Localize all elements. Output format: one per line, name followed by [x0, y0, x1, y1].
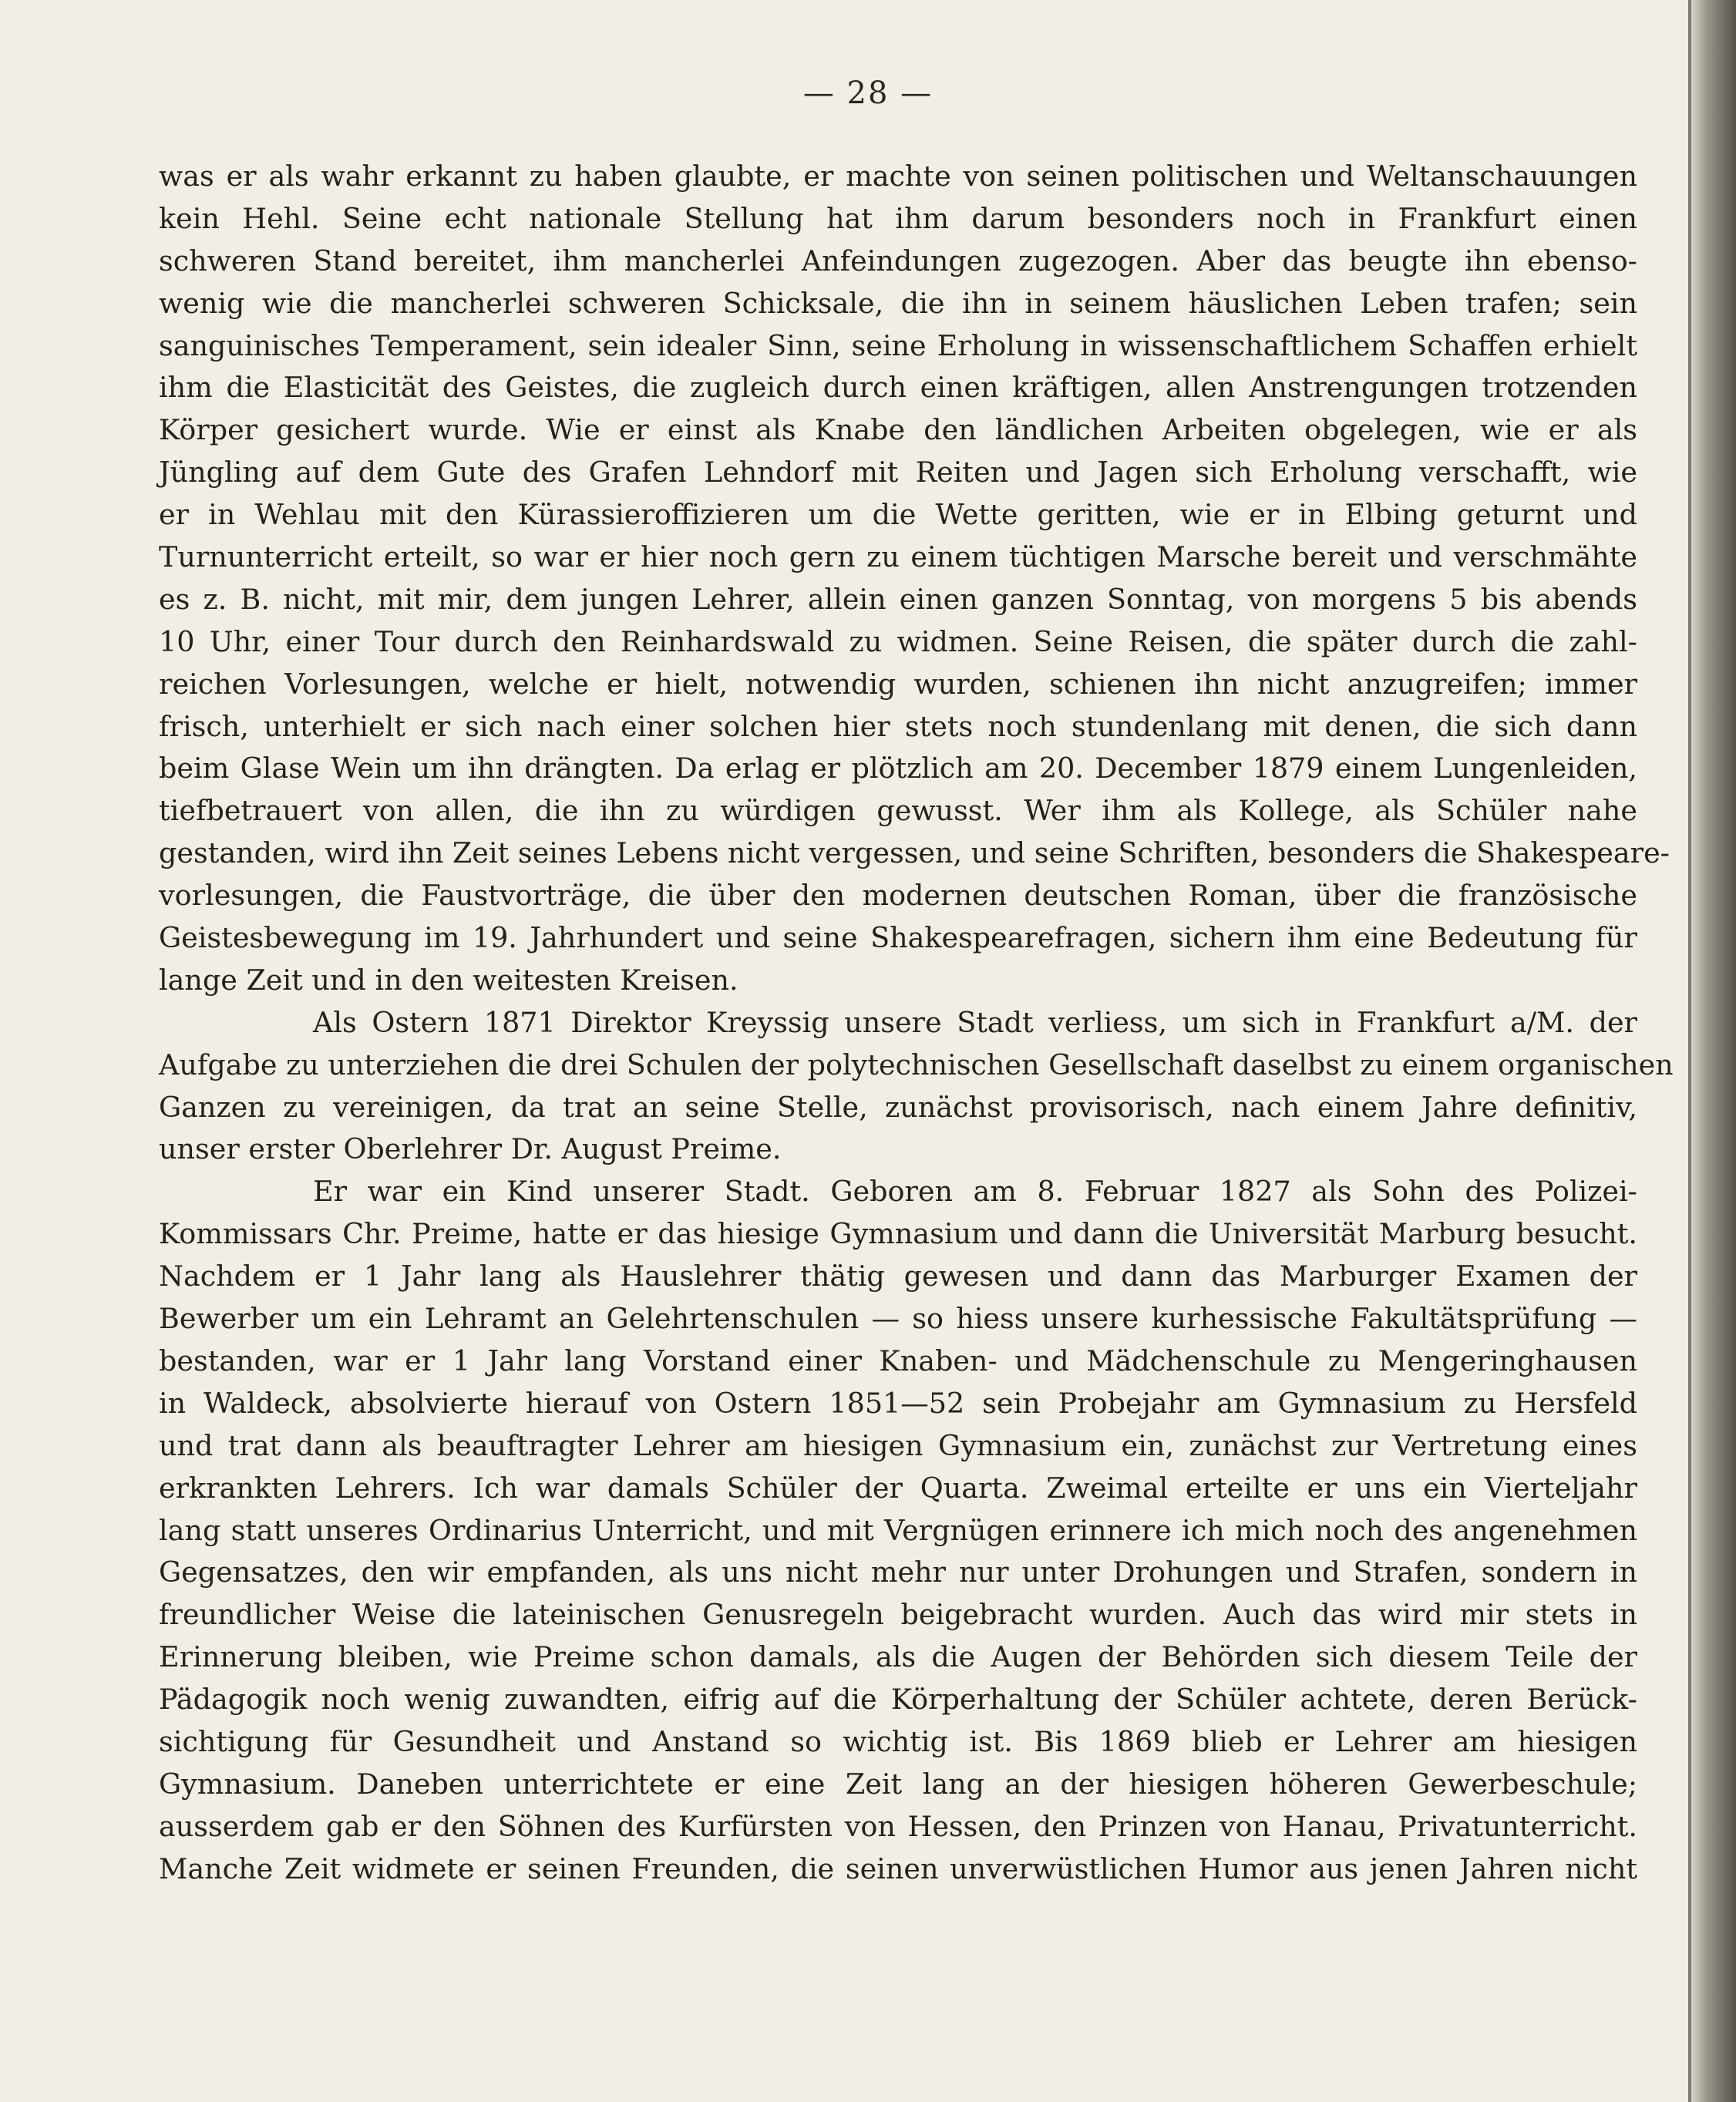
- text-line: frisch, unterhielt er sich nach einer solchen hier stets noch stundenlang mit denen, die sich dann: [159, 709, 1637, 743]
- text-line: unser erster Oberlehrer Dr. August Preime.: [159, 1132, 782, 1166]
- page-number: — 28 —: [802, 76, 934, 111]
- text-line: Als Ostern 1871 Direktor Kreyssig unsere Stadt verliess, um sich in Frankfurt a/M. der: [313, 1005, 1637, 1039]
- text-line: beim Glase Wein um ihn drängten. Da erlag er plötzlich am 20. December 1879 einem Lungenleiden,: [159, 752, 1637, 785]
- text-line: sanguinisches Temperament, sein idealer Sinn, seine Erholung in wissenschaftlichem Schaffen erhielt: [159, 328, 1637, 362]
- text-line: er in Wehlau mit den Kürassieroffizieren um die Wette geritten, wie er in Elbing geturnt und: [159, 498, 1637, 532]
- text-line: kein Hehl. Seine echt nationale Stellung hat ihm darum besonders noch in Frankfurt einen: [159, 201, 1637, 235]
- text-line: Gymnasium. Daneben unterrichtete er eine Zeit lang an der hiesigen höheren Gewerbeschule;: [159, 1767, 1637, 1801]
- paragraph-1: [159, 156, 1670, 1002]
- text-line: ausserdem gab er den Söhnen des Kurfürsten von Hessen, den Prinzen von Hanau, Privatunterricht.: [159, 1809, 1637, 1843]
- text-line: reichen Vorlesungen, welche er hielt, notwendig wurden, schienen ihn nicht anzugreifen; immer: [159, 667, 1637, 701]
- text-line: gestanden, wird ihn Zeit seines Lebens nicht vergessen, und seine Schriften, besonders die Shakespeare-: [159, 836, 1670, 870]
- text-line: vorlesungen, die Faustvorträge, die über den modernen deutschen Roman, über die französische: [159, 879, 1637, 913]
- paragraph-2: [159, 1002, 1674, 1172]
- text-line: 10 Uhr, einer Tour durch den Reinhardswald zu widmen. Seine Reisen, die später durch die zahl-: [159, 624, 1637, 658]
- text-line: lange Zeit und in den weitesten Kreisen.: [159, 963, 738, 997]
- text-line: tiefbetrauert von allen, die ihn zu würdigen gewusst. Wer ihm als Kollege, als Schüler nahe: [159, 794, 1637, 828]
- text-line: Manche Zeit widmete er seinen Freunden, die seinen unverwüstlichen Humor aus jenen Jahren nicht: [159, 1851, 1637, 1885]
- text-line: Erinnerung bleiben, wie Preime schon damals, als die Augen der Behörden sich diesem Teile der: [159, 1640, 1637, 1674]
- text-line: schweren Stand bereitet, ihm mancherlei Anfeindungen zugezogen. Aber das beugte ihn ebenso-: [159, 244, 1637, 277]
- text-line: Turnunterricht erteilt, so war er hier noch gern zu einem tüchtigen Marsche bereit und verschmähte: [159, 540, 1637, 574]
- text-line: Er war ein Kind unserer Stadt. Geboren am 8. Februar 1827 als Sohn des Polizei-: [313, 1175, 1637, 1209]
- text-line: es z. B. nicht, mit mir, dem jungen Lehrer, allein einen ganzen Sonntag, von morgens 5 bis abends: [159, 582, 1637, 616]
- text-line: Kommissars Chr. Preime, hatte er das hiesige Gymnasium und dann die Universität Marburg besucht.: [159, 1217, 1637, 1251]
- text-line: Bewerber um ein Lehramt an Gelehrtenschulen — so hiess unsere kurhessische Fakultätsprüfung —: [159, 1302, 1637, 1336]
- text-line: wenig wie die mancherlei schweren Schicksale, die ihn in seinem häuslichen Leben trafen; sein: [159, 286, 1637, 320]
- text-line: freundlicher Weise die lateinischen Genusregeln beigebracht wurden. Auch das wird mir stets in: [159, 1598, 1637, 1632]
- text-line: in Waldeck, absolvierte hierauf von Ostern 1851—52 sein Probejahr am Gymnasium zu Hersfeld: [159, 1386, 1637, 1420]
- text-line: ihm die Elasticität des Geistes, die zugleich durch einen kräftigen, allen Anstrengungen trotzenden: [159, 371, 1637, 405]
- text-line: Ganzen zu vereinigen, da trat an seine Stelle, zunächst provisorisch, nach einem Jahre definitiv,: [159, 1090, 1637, 1124]
- text-line: Pädagogik noch wenig zuwandten, eifrig auf die Körperhaltung der Schüler achtete, deren Berück-: [159, 1683, 1637, 1717]
- text-line: lang statt unseres Ordinarius Unterricht, und mit Vergnügen erinnere ich mich noch des angenehmen: [159, 1513, 1637, 1547]
- text-line: was er als wahr erkannt zu haben glaubte, er machte von seinen politischen und Weltanschauungen: [159, 160, 1637, 193]
- text-line: Aufgabe zu unterziehen die drei Schulen der polytechnischen Gesellschaft daselbst zu einem organischen: [159, 1048, 1674, 1081]
- text-line: Nachdem er 1 Jahr lang als Hauslehrer thätig gewesen und dann das Marburger Examen der: [159, 1260, 1637, 1293]
- text-line: Jüngling auf dem Gute des Grafen Lehndorf mit Reiten und Jagen sich Erholung verschafft, wie: [159, 456, 1637, 489]
- text-line: bestanden, war er 1 Jahr lang Vorstand einer Knaben- und Mädchenschule zu Mengeringhausen: [159, 1344, 1637, 1377]
- paragraph-3: [159, 1171, 1637, 1890]
- page-binding-edge: [1691, 0, 1736, 2102]
- text-line: Geistesbewegung im 19. Jahrhundert und seine Shakespearefragen, sichern ihm eine Bedeutung für: [159, 921, 1637, 955]
- text-line: und trat dann als beauftragter Lehrer am hiesigen Gymnasium ein, zunächst zur Vertretung eines: [159, 1428, 1637, 1462]
- text-line: sichtigung für Gesundheit und Anstand so wichtig ist. Bis 1869 blieb er Lehrer am hiesigen: [159, 1724, 1637, 1758]
- text-line: Körper gesichert wurde. Wie er einst als Knabe den ländlichen Arbeiten obgelegen, wie er als: [159, 413, 1637, 447]
- text-line: Gegensatzes, den wir empfanden, als uns nicht mehr nur unter Drohungen und Strafen, sondern in: [159, 1555, 1637, 1589]
- body-text: [159, 156, 1674, 1891]
- text-line: erkrankten Lehrers. Ich war damals Schüler der Quarta. Zweimal erteilte er uns ein Vierteljahr: [159, 1471, 1637, 1505]
